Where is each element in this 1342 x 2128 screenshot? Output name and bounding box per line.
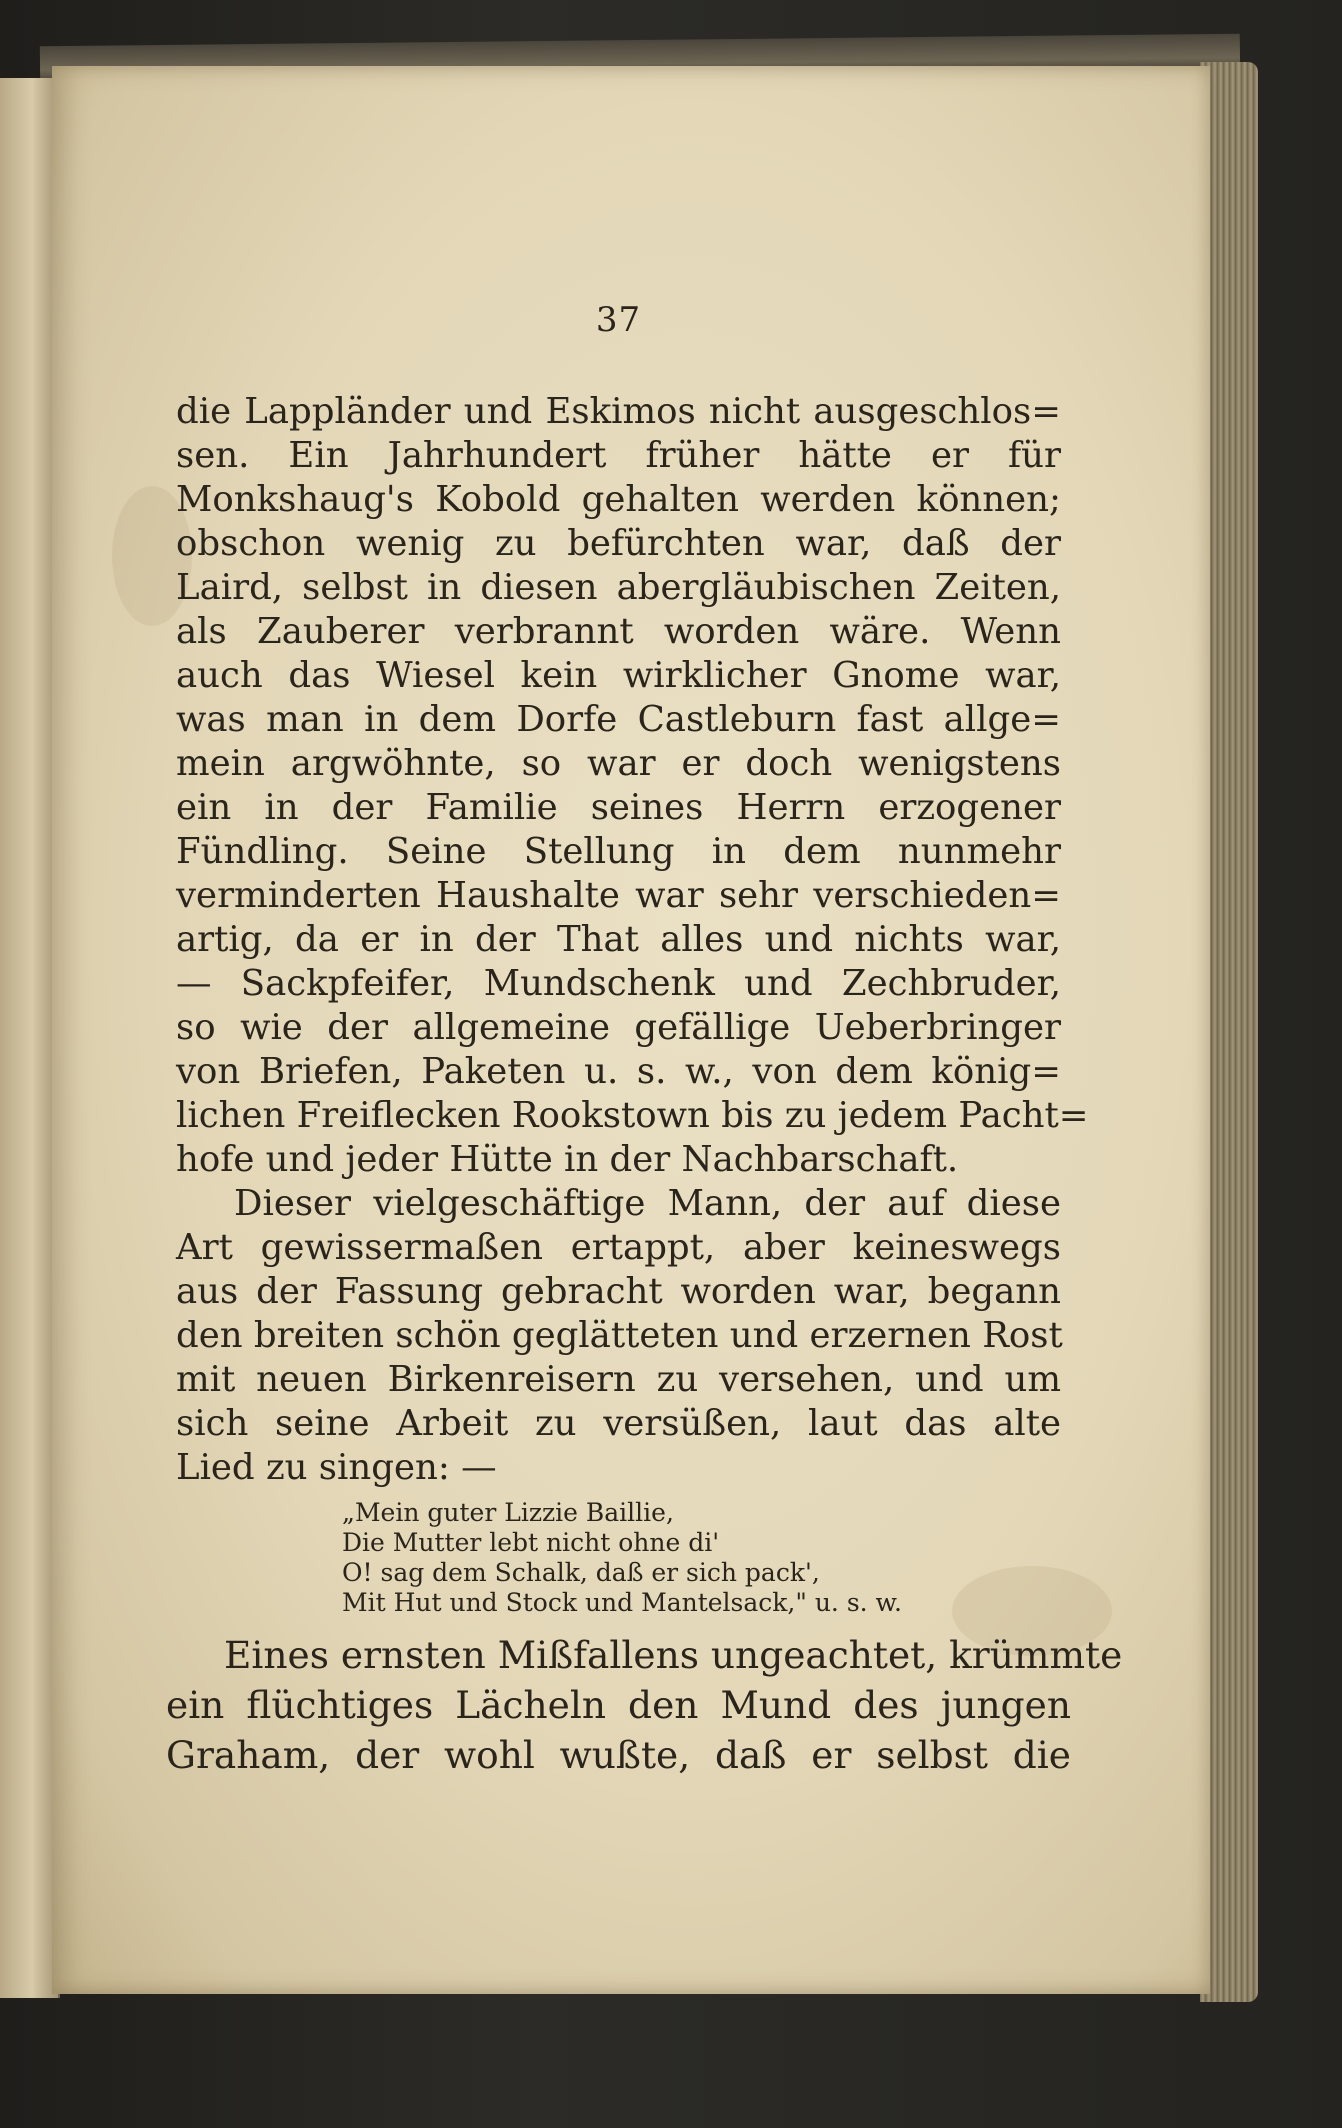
text-line: als Zauberer verbrannt worden wäre. Wenn [176, 611, 1061, 652]
text-line: lichen Freiflecken Rookstown bis zu jedem Pacht= [176, 1095, 1089, 1136]
text-line: was man in dem Dorfe Castleburn fast allge= [176, 699, 1061, 740]
text-line: — Sackpfeifer, Mundschenk und Zechbruder, [176, 963, 1061, 1004]
text-line: auch das Wiesel kein wirklicher Gnome war, [176, 655, 1061, 696]
text-line: verminderten Haushalte war sehr verschieden= [176, 875, 1061, 916]
text-line: die Lappländer und Eskimos nicht ausgeschlos= [176, 391, 1061, 432]
text-line: mein argwöhnte, so war er doch wenigstens [176, 743, 1061, 784]
text-line: ein in der Familie seines Herrn erzogener [176, 787, 1061, 828]
text-line: Fündling. Seine Stellung in dem nunmehr [176, 831, 1061, 872]
text-line: so wie der allgemeine gefällige Ueberbringer [176, 1007, 1061, 1048]
text-line: hofe und jeder Hütte in der Nachbarschaft. [176, 1139, 959, 1180]
text-line: obschon wenig zu befürchten war, daß der [176, 523, 1061, 564]
text-line: artig, da er in der That alles und nichts war, [176, 919, 1061, 960]
text-line: Monkshaug's Kobold gehalten werden können; [176, 479, 1061, 520]
text-line: Eines ernsten Mißfallens ungeachtet, krümmte [224, 1633, 1123, 1677]
verse-line: Die Mutter lebt nicht ohne di' [342, 1528, 720, 1557]
text-line: ein flüchtiges Lächeln den Mund des jungen [166, 1683, 1071, 1727]
text-line: den breiten schön geglätteten und erzernen Rost [176, 1315, 1063, 1356]
text-line: Lied zu singen: — [176, 1447, 497, 1488]
verse-line: O! sag dem Schalk, daß er sich pack', [342, 1558, 820, 1587]
text-line: Art gewissermaßen ertappt, aber keineswegs [176, 1227, 1061, 1268]
text-line: mit neuen Birkenreisern zu versehen, und um [176, 1359, 1061, 1400]
text-line: Laird, selbst in diesen abergläubischen Zeiten, [176, 567, 1061, 608]
text-line: sen. Ein Jahrhundert früher hätte er für [176, 435, 1061, 476]
verse-line: Mit Hut und Stock und Mantelsack," u. s. w. [342, 1588, 902, 1617]
page-number: 37 [595, 300, 642, 340]
text-line: Graham, der wohl wußte, daß er selbst die [166, 1733, 1071, 1777]
text-line: sich seine Arbeit zu versüßen, laut das alte [176, 1403, 1061, 1444]
text-line: Dieser vielgeschäftige Mann, der auf diese [234, 1183, 1061, 1224]
facing-page-edge [0, 78, 60, 1998]
text-line: aus der Fassung gebracht worden war, begann [176, 1271, 1061, 1312]
verse-line: „Mein guter Lizzie Baillie, [342, 1498, 674, 1527]
text-line: von Briefen, Paketen u. s. w., von dem könig= [176, 1051, 1061, 1092]
